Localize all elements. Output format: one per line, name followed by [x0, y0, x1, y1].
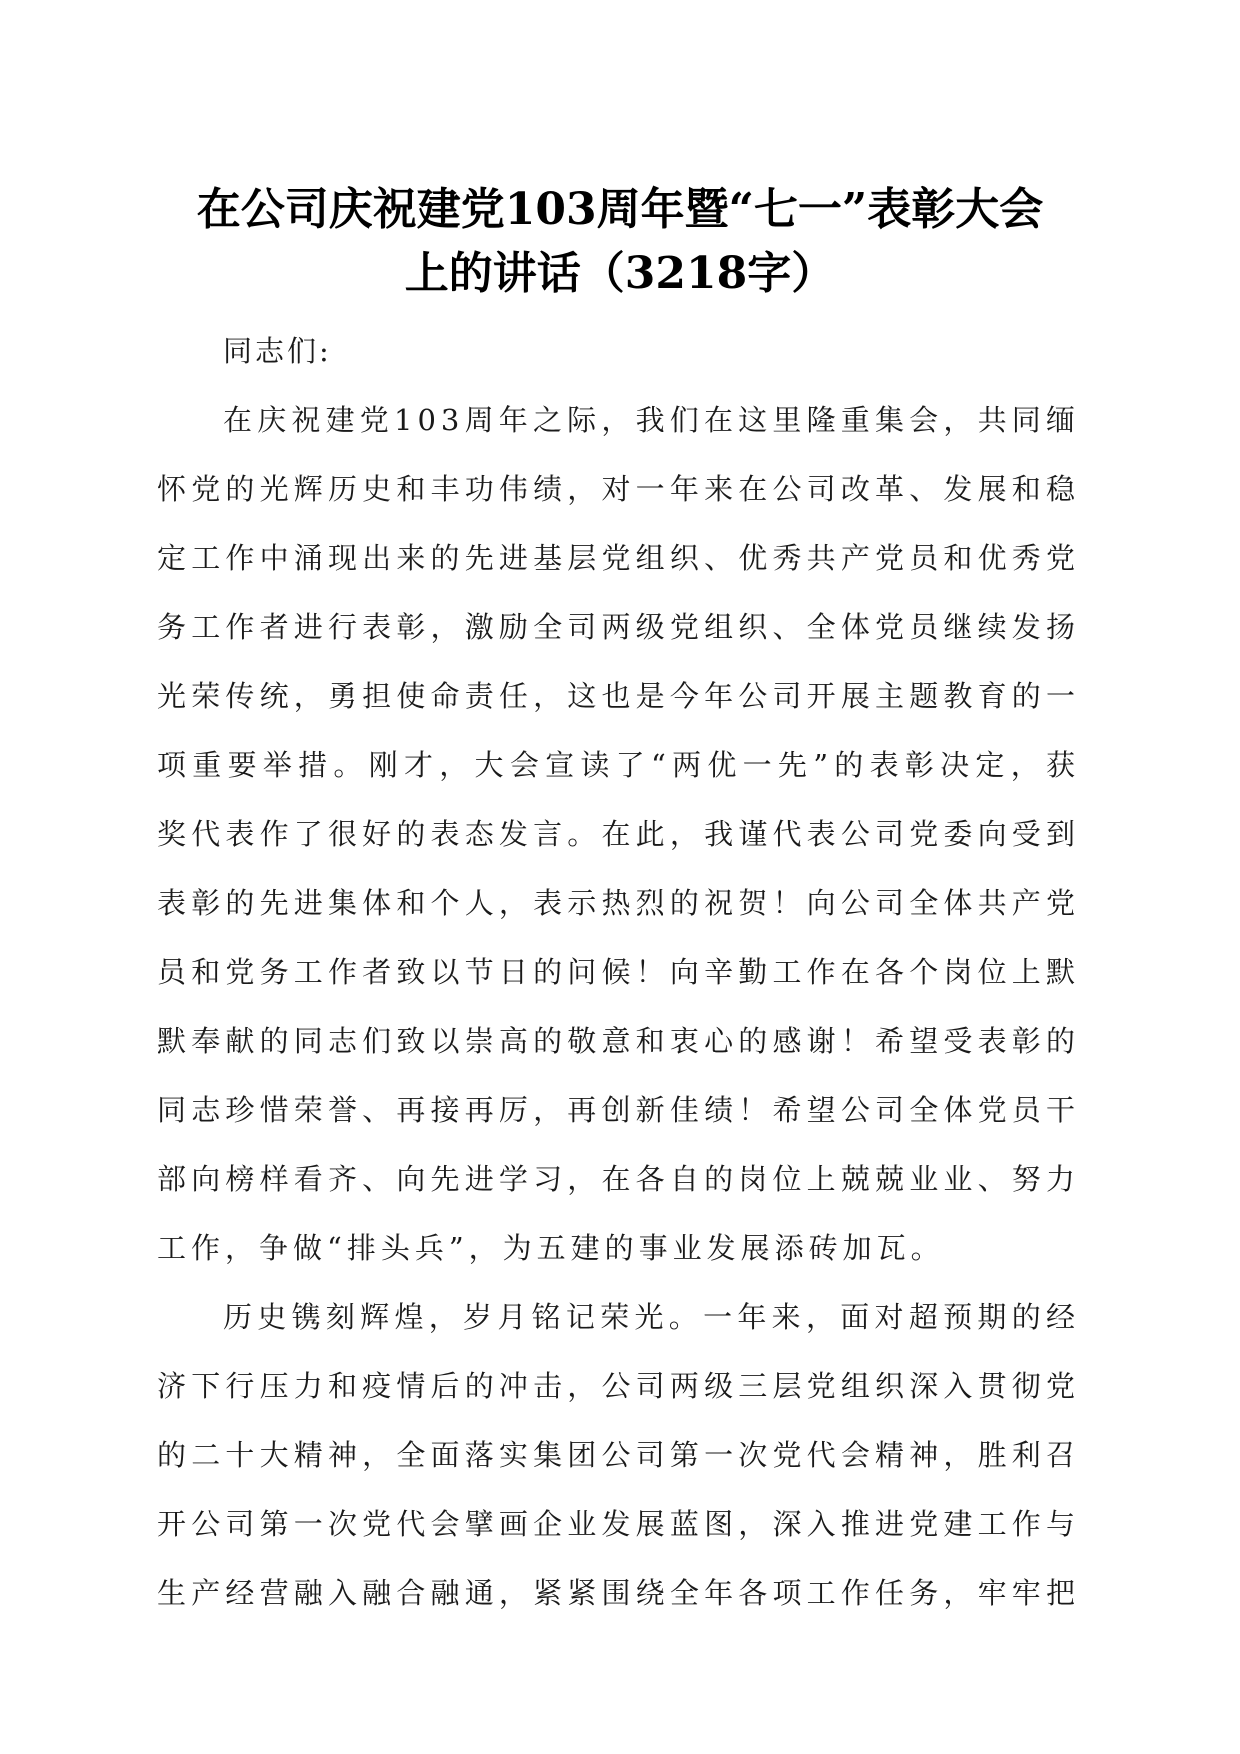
paragraph-2 [157, 1283, 1080, 1628]
paragraph-line: 定工作中涌现出来的先进基层党组织、优秀共产党员和优秀党 [157, 541, 1080, 575]
paragraph-line: 的二十大精神，全面落实集团公司第一次党代会精神，胜利召 [157, 1438, 1080, 1472]
title-line-1: 在公司庆祝建党103周年暨“七一”表彰大会 [196, 184, 1044, 235]
salutation: 同志们: [223, 334, 332, 368]
paragraph-line: 奖代表作了很好的表态发言。在此，我谨代表公司党委向受到 [157, 817, 1080, 851]
paragraph-line: 务工作者进行表彰，激励全司两级党组织、全体党员继续发扬 [157, 610, 1080, 644]
paragraph-line: 默奉献的同志们致以崇高的敬意和衷心的感谢！希望受表彰的 [157, 1024, 1080, 1058]
paragraph-line: 济下行压力和疫情后的冲击，公司两级三层党组织深入贯彻党 [157, 1369, 1080, 1403]
paragraph-line: 在庆祝建党103周年之际，我们在这里隆重集会，共同缅 [223, 403, 1080, 437]
paragraph-line: 开公司第一次党代会擘画企业发展蓝图，深入推进党建工作与 [157, 1507, 1080, 1541]
paragraph-line: 表彰的先进集体和个人，表示热烈的祝贺！向公司全体共产党 [157, 886, 1080, 920]
paragraph-line: 同志珍惜荣誉、再接再厉，再创新佳绩！希望公司全体党员干 [157, 1093, 1080, 1127]
document-title [150, 178, 1090, 306]
paragraph-line: 部向榜样看齐、向先进学习，在各自的岗位上兢兢业业、努力 [157, 1162, 1080, 1196]
paragraph-line: 历史镌刻辉煌，岁月铭记荣光。一年来，面对超预期的经 [223, 1300, 1080, 1334]
paragraph-line: 工作，争做“排头兵”，为五建的事业发展添砖加瓦。 [157, 1231, 945, 1265]
paragraph-line: 光荣传统，勇担使命责任，这也是今年公司开展主题教育的一 [157, 679, 1080, 713]
document-body [157, 317, 1080, 1628]
paragraph-line: 生产经营融入融合融通，紧紧围绕全年各项工作任务，牢牢把 [157, 1576, 1080, 1610]
paragraph-line: 员和党务工作者致以节日的问候！向辛勤工作在各个岗位上默 [157, 955, 1080, 989]
paragraph-line: 项重要举措。刚才，大会宣读了“两优一先”的表彰决定，获 [157, 748, 1080, 782]
paragraph-1 [157, 386, 1080, 1283]
paragraph-line: 怀党的光辉历史和丰功伟绩，对一年来在公司改革、发展和稳 [157, 472, 1080, 506]
title-line-2: 上的讲话（3218字） [404, 248, 836, 299]
